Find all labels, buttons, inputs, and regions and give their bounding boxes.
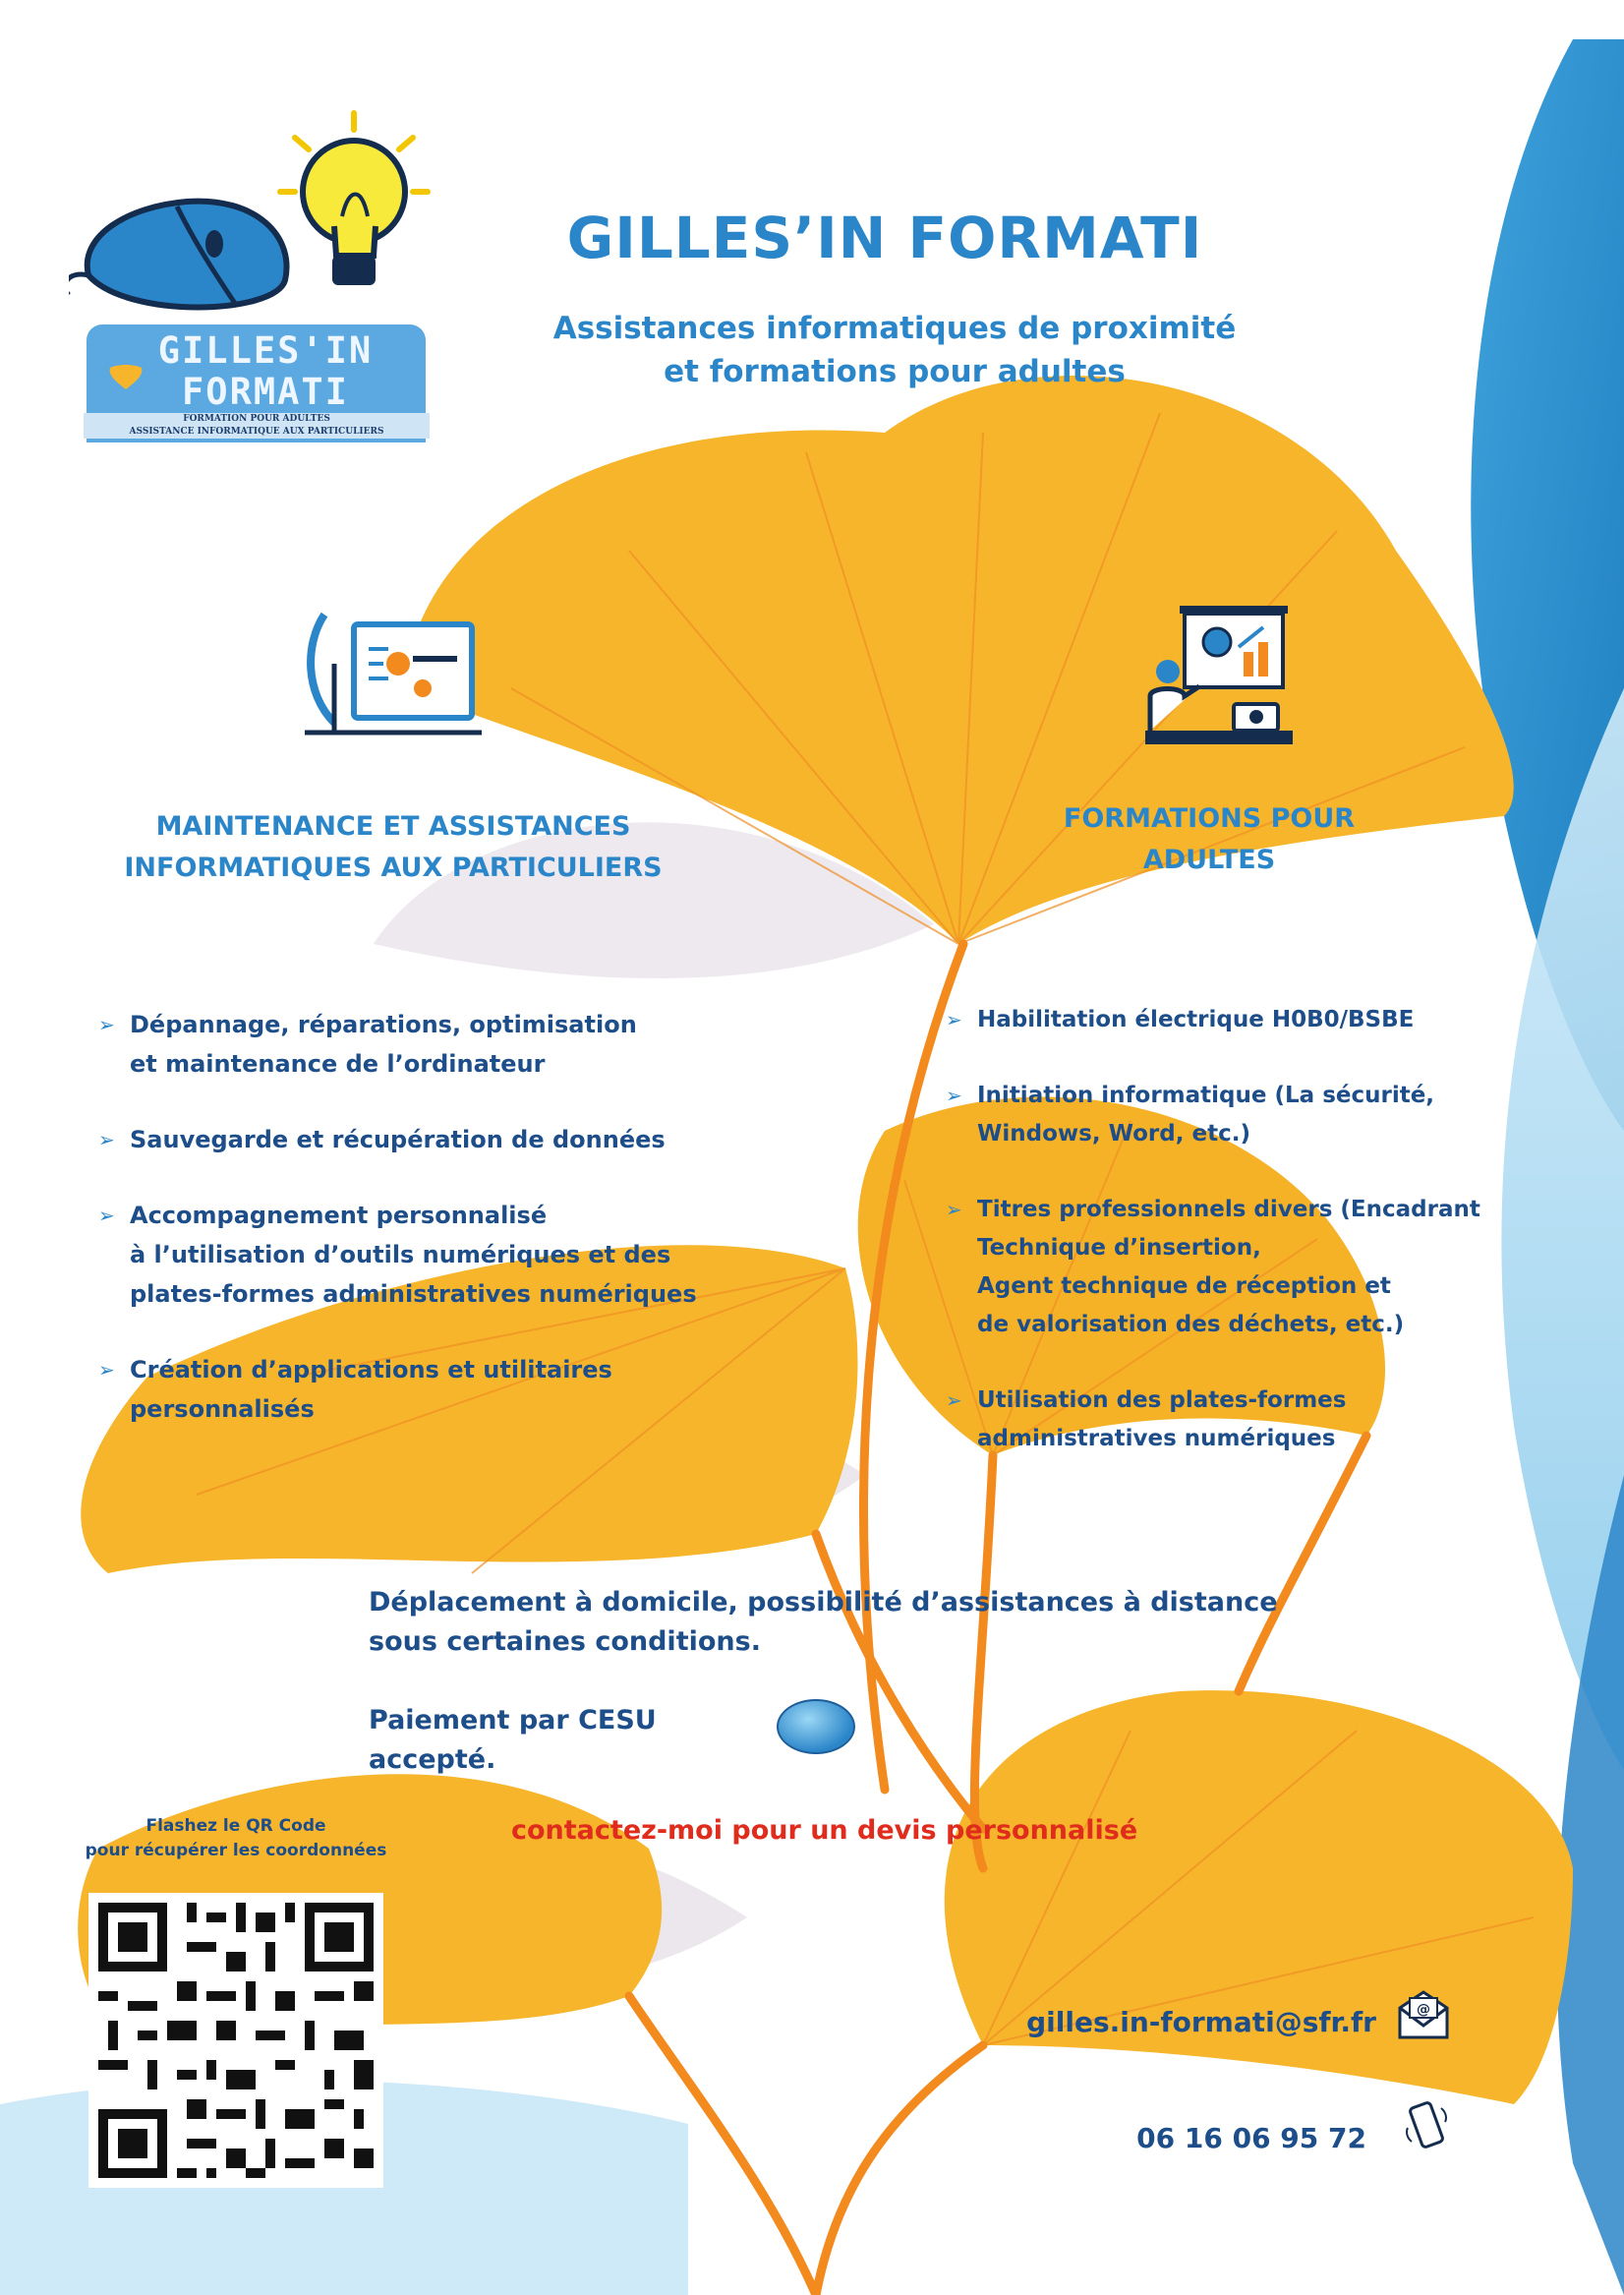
cesu-logo-icon (777, 1699, 855, 1754)
list-item (946, 1077, 1536, 1153)
chevron-right-icon: ➢ (946, 1008, 962, 1031)
training-title-line2: ADULTES (1142, 845, 1276, 875)
training-list (946, 1001, 1536, 1496)
ginkgo-leaf-icon (106, 362, 145, 391)
list-item (98, 1196, 747, 1314)
mobile-phone-icon (1404, 2096, 1453, 2155)
quote-call-to-action: contactez-moi pour un devis personnalisé (511, 1815, 1138, 1846)
page-title: GILLES’IN FORMATI (566, 205, 1203, 271)
list-item-text: Initiation informatique (La sécurité, Windows, Word, etc.) (977, 1083, 1435, 1147)
chevron-right-icon: ➢ (98, 1358, 115, 1382)
laptop-tools-icon (295, 605, 492, 742)
payment-info: Paiement par CESU accepté. (369, 1705, 657, 1775)
logo-name-line2: FORMATI (182, 371, 349, 413)
list-item-text: Titres professionnels divers (Encadrant Technique d’insertion, Agent technique de réception et de valorisation des déchets, etc.) (977, 1197, 1480, 1337)
logo-name (147, 330, 383, 413)
training-title-line1: FORMATIONS POUR (1063, 803, 1356, 834)
chevron-right-icon: ➢ (946, 1388, 962, 1412)
chevron-right-icon: ➢ (98, 1204, 115, 1227)
logo-tagline-line1: FORMATION POUR ADULTES (183, 414, 330, 424)
training-section-title (1013, 798, 1406, 881)
list-item-text: Dépannage, réparations, optimisation et maintenance de l’ordinateur (130, 1011, 637, 1078)
list-item (98, 1120, 747, 1159)
list-item (98, 1005, 747, 1084)
maintenance-section-title (98, 806, 688, 889)
computer-mouse-icon (69, 202, 287, 308)
list-item-text: Utilisation des plates-formes administratives numériques (977, 1387, 1347, 1451)
maintenance-title-line2: INFORMATIQUES AUX PARTICULIERS (124, 853, 663, 883)
list-item-text: Sauvegarde et récupération de données (130, 1126, 666, 1153)
list-item (946, 1191, 1536, 1344)
ginkgo-leaf-bottom-right (945, 1690, 1573, 2104)
chevron-right-icon: ➢ (946, 1084, 962, 1107)
svg-text:@: @ (1417, 2002, 1430, 2018)
maintenance-title-line1: MAINTENANCE ET ASSISTANCES (155, 811, 631, 842)
list-item-text: Habilitation électrique H0B0/BSBE (977, 1007, 1415, 1032)
email-envelope-icon (1394, 1984, 1453, 2043)
logo-tagline (84, 413, 430, 439)
logo-name-line1: GILLES'IN (157, 329, 374, 372)
presentation-board-icon (1140, 598, 1298, 755)
subtitle-line1: Assistances informatiques de proximité (552, 311, 1237, 346)
email-address[interactable]: gilles.in-formati@sfr.fr (1026, 2006, 1376, 2038)
list-item (946, 1001, 1536, 1039)
qr-code-icon (88, 1893, 383, 2188)
list-item (946, 1382, 1536, 1458)
page-subtitle (374, 307, 1416, 393)
phone-number[interactable]: 06 16 06 95 72 (1136, 2122, 1366, 2154)
logo-tagline-line2: ASSISTANCE INFORMATIQUE AUX PARTICULIERS (129, 427, 384, 437)
chevron-right-icon: ➢ (98, 1128, 115, 1151)
chevron-right-icon: ➢ (946, 1198, 962, 1221)
subtitle-line2: et formations pour adultes (664, 354, 1126, 389)
chevron-right-icon: ➢ (98, 1013, 115, 1036)
list-item (98, 1350, 747, 1429)
qr-code[interactable] (88, 1893, 383, 2188)
list-item-text: Accompagnement personnalisé à l’utilisation d’outils numériques et des plates-formes administratives numériques (130, 1202, 697, 1308)
qr-caption: Flashez le QR Code pour récupérer les coordonnées (85, 1816, 387, 1860)
list-item-text: Création d’applications et utilitaires personnalisés (130, 1356, 612, 1423)
travel-info: Déplacement à domicile, possibilité d’assistances à distance sous certaines conditions. (369, 1587, 1278, 1657)
maintenance-list (98, 1005, 747, 1465)
